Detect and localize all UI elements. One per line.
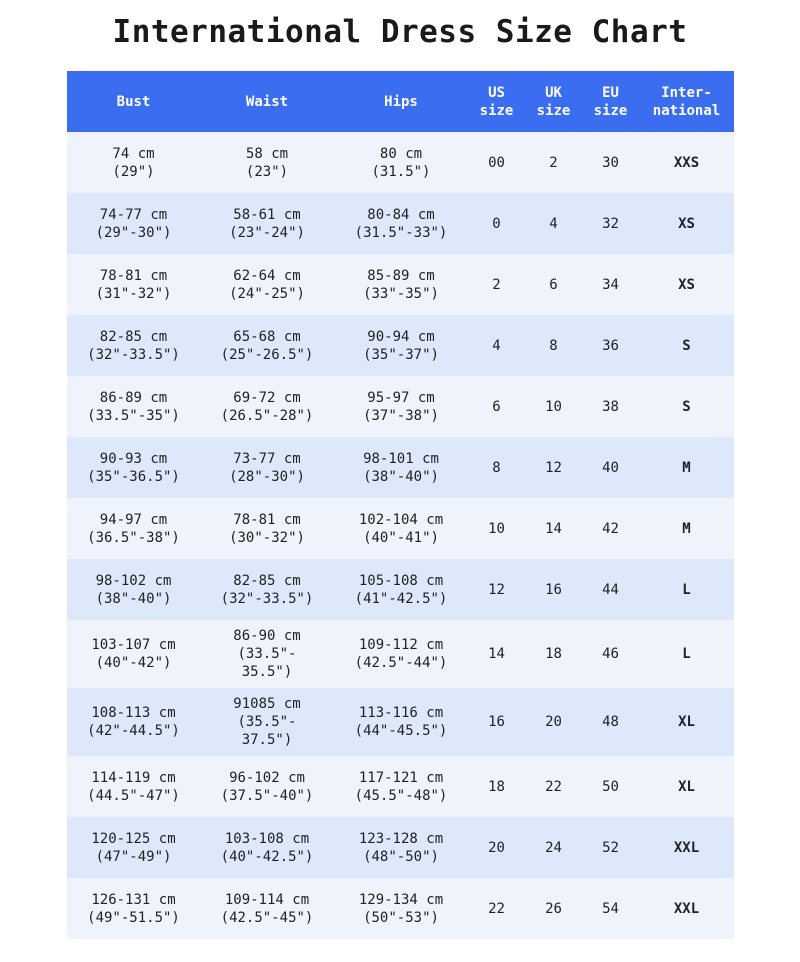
uk-size-cell: 10 [545,398,562,415]
uk-size-cell: 12 [545,459,562,476]
table-row [67,817,734,878]
eu-size-cell: 54 [602,900,619,917]
eu-size-cell: 30 [602,154,619,171]
uk-size-cell: 16 [545,581,562,598]
bust-cell: 74-77 cm (29"-30") [95,206,172,241]
eu-size-cell: 42 [602,520,619,537]
waist-cell: 62-64 cm (24"-25") [229,267,305,302]
international-size-cell: XS [678,215,695,232]
uk-size-cell: 22 [545,778,562,795]
international-size-cell: M [682,520,691,537]
international-size-cell: S [682,337,691,354]
international-size-cell: XXL [673,900,700,917]
waist-cell: 86-90 cm (33.5"- 35.5") [233,628,301,680]
waist-cell: 103-108 cm (40"-42.5") [220,830,314,865]
eu-size-cell: 32 [602,215,619,232]
bust-cell: 120-125 cm (47"-49") [91,830,176,865]
table-row [67,315,734,376]
international-size-cell: S [682,398,691,415]
international-size-cell: L [682,646,691,662]
eu-size-cell: 44 [602,581,619,598]
bust-cell: 98-102 cm (38"-40") [95,572,172,607]
waist-cell: 91085 cm (35.5"- 37.5") [233,696,301,748]
table-row [67,376,734,437]
table-row [67,878,734,939]
hips-cell: 98-101 cm (38"-40") [363,450,439,485]
table-row [67,498,734,559]
eu-size-cell: 48 [602,714,619,730]
uk-size-cell: 14 [545,520,562,537]
waist-cell: 73-77 cm (28"-30") [229,450,305,485]
hips-cell: 95-97 cm (37"-38") [363,389,439,424]
eu-size-cell: 50 [602,778,619,795]
table-row [67,688,734,756]
header-row [67,71,734,132]
international-size-cell: XL [678,778,695,795]
page-title: International Dress Size Chart [112,14,688,50]
size-chart-table [67,71,734,939]
hips-cell: 80 cm (31.5") [371,145,431,180]
us-size-cell: 00 [488,154,505,171]
bust-cell: 108-113 cm (42"-44.5") [87,705,180,739]
eu-size-cell: 34 [602,276,619,293]
hips-cell: 113-116 cm (44"-45.5") [354,705,448,739]
us-size-cell: 4 [492,337,501,354]
uk-size-cell: 20 [545,714,562,730]
international-size-cell: XL [678,714,695,730]
us-size-cell: 22 [488,900,505,917]
bust-cell: 103-107 cm (40"-42") [91,637,176,671]
table-row [67,254,734,315]
international-size-cell: XS [678,276,695,293]
bust-cell: 90-93 cm (35"-36.5") [87,450,180,485]
column-header-hips: Hips [384,93,418,110]
us-size-cell: 16 [488,714,505,730]
column-header-us-size: US size [479,84,514,119]
uk-size-cell: 26 [545,900,562,917]
us-size-cell: 2 [492,276,501,293]
waist-cell: 65-68 cm (25"-26.5") [220,328,314,363]
column-header-waist: Waist [245,93,289,110]
column-header-international: Inter- national [652,84,721,119]
hips-cell: 123-128 cm (48"-50") [358,830,444,865]
hips-cell: 117-121 cm (45.5"-48") [354,769,448,804]
waist-cell: 69-72 cm (26.5"-28") [220,389,314,424]
hips-cell: 85-89 cm (33"-35") [363,267,439,302]
hips-cell: 80-84 cm (31.5"-33") [354,206,448,241]
hips-cell: 105-108 cm (41"-42.5") [354,572,448,607]
eu-size-cell: 38 [602,398,619,415]
us-size-cell: 14 [488,646,505,662]
us-size-cell: 8 [492,459,501,476]
waist-cell: 58 cm (23") [245,145,289,180]
eu-size-cell: 46 [602,646,619,662]
uk-size-cell: 8 [549,337,558,354]
waist-cell: 96-102 cm (37.5"-40") [220,769,314,804]
us-size-cell: 0 [492,215,501,232]
hips-cell: 102-104 cm (40"-41") [358,511,444,546]
table-row [67,756,734,817]
bust-cell: 86-89 cm (33.5"-35") [87,389,180,424]
bust-cell: 82-85 cm (32"-33.5") [87,328,180,363]
waist-cell: 58-61 cm (23"-24") [229,206,305,241]
table-body [67,132,734,939]
eu-size-cell: 40 [602,459,619,476]
us-size-cell: 20 [488,839,505,856]
us-size-cell: 6 [492,398,501,415]
hips-cell: 109-112 cm (42.5"-44") [354,637,448,671]
hips-cell: 90-94 cm (35"-37") [363,328,439,363]
us-size-cell: 10 [488,520,505,537]
table-row [67,620,734,688]
eu-size-cell: 52 [602,839,619,856]
waist-cell: 82-85 cm (32"-33.5") [220,572,314,607]
waist-cell: 78-81 cm (30"-32") [229,511,305,546]
eu-size-cell: 36 [602,337,619,354]
column-header-eu-size: EU size [593,84,628,119]
us-size-cell: 12 [488,581,505,598]
table-row [67,193,734,254]
bust-cell: 114-119 cm (44.5"-47") [87,769,180,804]
column-header-uk-size: UK size [536,84,571,119]
column-header-bust: Bust [116,93,151,110]
uk-size-cell: 24 [545,839,562,856]
international-size-cell: XXS [673,154,700,171]
international-size-cell: L [682,581,691,598]
table-row [67,132,734,193]
uk-size-cell: 6 [549,276,558,293]
bust-cell: 94-97 cm (36.5"-38") [87,511,180,546]
us-size-cell: 18 [488,778,505,795]
international-size-cell: M [682,459,691,476]
uk-size-cell: 18 [545,646,562,662]
international-size-cell: XXL [673,839,700,856]
hips-cell: 129-134 cm (50"-53") [358,891,444,926]
table-row [67,559,734,620]
waist-cell: 109-114 cm (42.5"-45") [220,891,314,926]
uk-size-cell: 4 [549,215,558,232]
bust-cell: 74 cm (29") [112,145,155,180]
table-header [67,71,734,132]
uk-size-cell: 2 [549,154,558,171]
table-row [67,437,734,498]
bust-cell: 126-131 cm (49"-51.5") [87,891,180,926]
bust-cell: 78-81 cm (31"-32") [95,267,172,302]
